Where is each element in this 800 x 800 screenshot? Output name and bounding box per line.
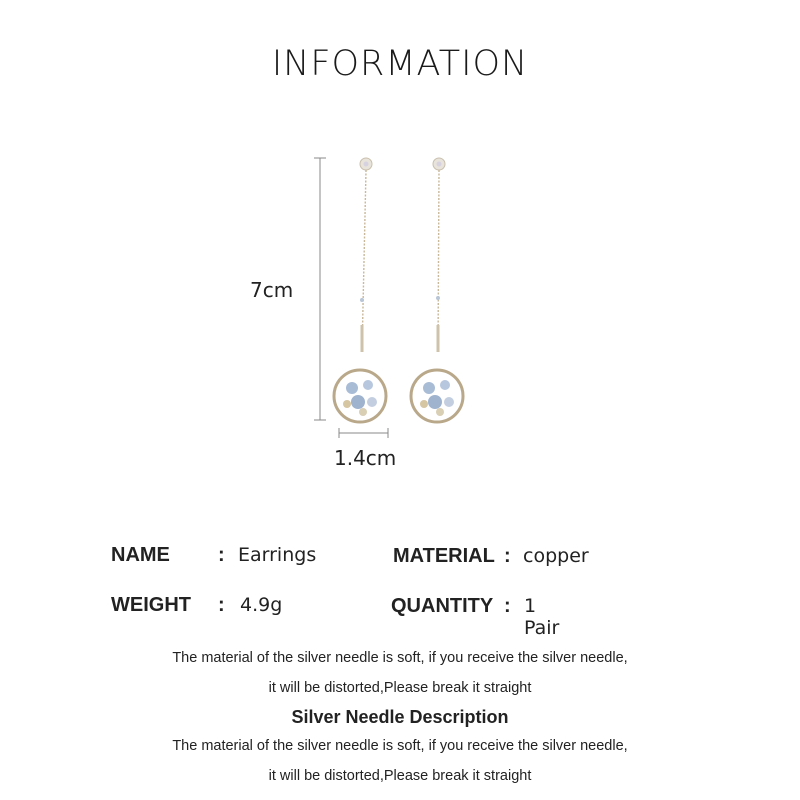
left-earring-icon [334,158,386,422]
width-dimension-line [339,428,388,438]
weight-separator: : [218,594,225,616]
name-label: NAME [111,544,170,566]
right-earring-icon [411,158,463,422]
quantity-label: QUANTITY [391,595,494,617]
height-dimension-label: 7cm [250,278,294,302]
width-dimension-label: 1.4cm [334,446,397,470]
earrings-product-image [230,140,570,480]
material-label: MATERIAL [393,545,495,567]
note-line-2: it will be distorted,Please break it straight [268,680,532,696]
weight-value: 4.9g [240,594,283,616]
material-value: copper [523,545,589,567]
page-title: INFORMATION [271,44,529,84]
note-line-4: it will be distorted,Please break it straight [268,768,532,784]
note-line-1: The material of the silver needle is soft, if you receive the silver needle, [172,650,628,666]
height-dimension-line [314,158,326,420]
name-separator: : [218,544,225,566]
name-value: Earrings [238,544,317,566]
quantity-value: 1 Pair [524,595,560,639]
note-line-3: The material of the silver needle is soft, if you receive the silver needle, [172,738,628,754]
material-separator: : [504,545,511,567]
weight-label: WEIGHT [111,594,191,616]
quantity-separator: : [504,595,511,617]
silver-needle-heading: Silver Needle Description [291,707,509,727]
